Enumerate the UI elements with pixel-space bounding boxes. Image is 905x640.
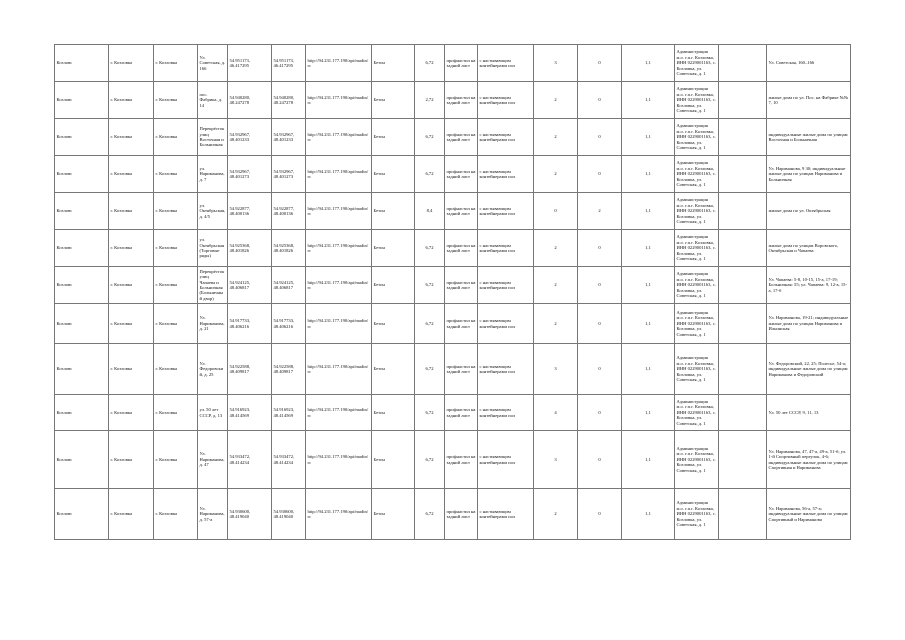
longitude-cell: 54.951173, 46.417295: [272, 45, 306, 82]
bunker-count-cell: 0: [578, 267, 622, 304]
locality-cell: г. Козловка: [154, 230, 198, 267]
latitude-cell: 54.922877, 48.400136: [228, 193, 272, 230]
served-objects-cell: Ул. Чапаева: 5-8, 10-15, 15-а, 17-19; Больничная: 55; ул. Чапаева: 9, 12-а, 15-а, 17-б: [767, 267, 851, 304]
locality-cell: г. Козловка: [154, 267, 198, 304]
empty-cell: [719, 344, 767, 395]
locality-cell: г. Козловка: [154, 156, 198, 193]
longitude-cell: 54.932967, 48.401233: [272, 119, 306, 156]
fence-cell: профнастил на задний лист: [445, 119, 478, 156]
served-objects-cell: Ул. Нариманова, 56-а, 57-а; индивидуальные жилые дома по улицам Спортивный и Нариманова: [767, 489, 851, 540]
map-link-cell: http://94.231.177.190/api/madin/rc: [306, 395, 372, 431]
container-count-cell: 0: [534, 193, 578, 230]
district-cell: Козловс: [55, 119, 109, 156]
settlement-cell: г. Козловка: [109, 230, 154, 267]
settlement-cell: г. Козловка: [109, 119, 154, 156]
district-cell: Козловс: [55, 156, 109, 193]
latitude-cell: 54.933472, 48.414234: [228, 431, 272, 489]
owner-cell: Администрация м.о. г.п.г. Козловка, ИНН 0229001163, с. Козловка, ул. Советская, д. 1: [675, 156, 719, 193]
address-cell: ул. Октябрьская, д. 4/5: [198, 193, 228, 230]
settlement-cell: г. Козловка: [109, 344, 154, 395]
volume-cell: 1,1: [622, 230, 675, 267]
district-cell: Козловс: [55, 304, 109, 344]
table-row: [55, 344, 851, 395]
area-cell: 6,72: [415, 267, 445, 304]
fence-cell: профнастил на задний лист: [445, 267, 478, 304]
table-row: [55, 230, 851, 267]
district-cell: Козловс: [55, 45, 109, 82]
empty-cell: [719, 304, 767, 344]
owner-cell: Администрация м.о. г.п.г. Козловка, ИНН 0229001163, с. Козловка, ул. Советская, д. 1: [675, 489, 719, 540]
area-cell: 6,72: [415, 45, 445, 82]
district-cell: Козловс: [55, 344, 109, 395]
locality-cell: г. Козловка: [154, 489, 198, 540]
served-objects-cell: Ул. Советская, 160–166: [767, 45, 851, 82]
volume-cell: 1,1: [622, 395, 675, 431]
cover-cell: с настывающим контейнерами пол: [478, 431, 534, 489]
fence-cell: профнастил на задний лист: [445, 82, 478, 119]
latitude-cell: 54.932967, 48.401233: [228, 119, 272, 156]
surface-cell: Бетон: [372, 489, 415, 540]
surface-cell: Бетон: [372, 119, 415, 156]
empty-cell: [719, 82, 767, 119]
volume-cell: 1,1: [622, 82, 675, 119]
volume-cell: 1,1: [622, 45, 675, 82]
owner-cell: Администрация м.о. г.п.г. Козловка, ИНН 0229001163, с. Козловка, ул. Советская, д. 1: [675, 344, 719, 395]
volume-cell: 1,1: [622, 489, 675, 540]
served-objects-cell: индивидуальные жилые дома по улицам Восточная и Больничная: [767, 119, 851, 156]
latitude-cell: 54.922588, 48.409817: [228, 344, 272, 395]
owner-cell: Администрация м.о. г.п.г. Козловка, ИНН 0229001163, с. Козловка, ул. Советская, д. 1: [675, 45, 719, 82]
map-link-cell: http://94.231.177.190/api/madin/rc: [306, 344, 372, 395]
surface-cell: Бетон: [372, 156, 415, 193]
latitude-cell: 54.930600, 48.419040: [228, 489, 272, 540]
map-link-cell: http://94.231.177.190/api/madin/rc: [306, 431, 372, 489]
cover-cell: с настывающим контейнерами пол: [478, 267, 534, 304]
district-cell: Козловс: [55, 267, 109, 304]
table-row: [55, 156, 851, 193]
empty-cell: [719, 230, 767, 267]
cover-cell: с настывающим контейнерами пол: [478, 230, 534, 267]
served-objects-cell: Ул. 50 лет СССР, 9, 11, 13: [767, 395, 851, 431]
map-link-cell: http://94.231.177.190/api/madin/rc: [306, 267, 372, 304]
latitude-cell: 54.925368, 48.401826: [228, 230, 272, 267]
map-link-cell: http://94.231.177.190/api/madin/rc: [306, 156, 372, 193]
served-objects-cell: Ул. Федоровский, 22, 25; Полесье, 54-а; индивидуальные жилые дома по улицам Нариманова и Федоровский: [767, 344, 851, 395]
table-row: [55, 82, 851, 119]
empty-cell: [719, 193, 767, 230]
map-link-cell: http://94.231.177.190/api/madin/rc: [306, 230, 372, 267]
map-link-cell: http://94.231.177.190/api/madin/rc: [306, 82, 372, 119]
district-cell: Козловс: [55, 431, 109, 489]
bunker-count-cell: 0: [578, 431, 622, 489]
container-count-cell: 3: [534, 344, 578, 395]
longitude-cell: 54.922588, 48.409817: [272, 344, 306, 395]
table-row: [55, 395, 851, 431]
latitude-cell: 54.924125, 48.406817: [228, 267, 272, 304]
longitude-cell: 54.933472, 48.414234: [272, 431, 306, 489]
empty-cell: [719, 431, 767, 489]
served-objects-cell: жилые дома по улицам Воровского, Октябрьская и Чапаева: [767, 230, 851, 267]
owner-cell: Администрация м.о. г.п.г. Козловка, ИНН 0229001163, с. Козловка, ул. Советская, д. 1: [675, 230, 719, 267]
locality-cell: г. Козловка: [154, 431, 198, 489]
fence-cell: профнастил на задний лист: [445, 304, 478, 344]
settlement-cell: г. Козловка: [109, 193, 154, 230]
owner-cell: Администрация м.о. г.п.г. Козловка, ИНН 0229001163, с. Козловка, ул. Советская, д. 1: [675, 119, 719, 156]
cover-cell: с настывающим контейнерами пол: [478, 119, 534, 156]
owner-cell: Администрация м.о. г.п.г. Козловка, ИНН 0229001163, с. Козловка, ул. Советская, д. 1: [675, 304, 719, 344]
surface-cell: Бетон: [372, 230, 415, 267]
bunker-count-cell: 2: [578, 193, 622, 230]
surface-cell: Бетон: [372, 45, 415, 82]
surface-cell: Бетон: [372, 82, 415, 119]
surface-cell: Бетон: [372, 304, 415, 344]
owner-cell: Администрация м.о. г.п.г. Козловка, ИНН 0229001163, с. Козловка, ул. Советская, д. 1: [675, 193, 719, 230]
volume-cell: 1,1: [622, 304, 675, 344]
owner-cell: Администрация м.о. г.п.г. Козловка, ИНН 0229001163, с. Козловка, ул. Советская, д. 1: [675, 395, 719, 431]
latitude-cell: 54.917733, 48.406216: [228, 304, 272, 344]
address-cell: пос. Фабрика, д. 14: [198, 82, 228, 119]
locality-cell: г. Козловка: [154, 82, 198, 119]
fence-cell: профнастил на задний лист: [445, 489, 478, 540]
cover-cell: с настывающим контейнерами пол: [478, 156, 534, 193]
longitude-cell: 54.930600, 48.419040: [272, 489, 306, 540]
empty-cell: [719, 489, 767, 540]
area-cell: 6,72: [415, 344, 445, 395]
address-cell: Ул. Нариманова, д. 57-а: [198, 489, 228, 540]
fence-cell: профнастил на задний лист: [445, 395, 478, 431]
locality-cell: г. Козловка: [154, 304, 198, 344]
empty-cell: [719, 156, 767, 193]
settlement-cell: г. Козловка: [109, 304, 154, 344]
bunker-count-cell: 0: [578, 156, 622, 193]
table-row: [55, 45, 851, 82]
fence-cell: профнастил на задний лист: [445, 230, 478, 267]
district-cell: Козловс: [55, 395, 109, 431]
table-row: [55, 304, 851, 344]
bunker-count-cell: 0: [578, 119, 622, 156]
container-count-cell: 2: [534, 489, 578, 540]
surface-cell: Бетон: [372, 344, 415, 395]
cover-cell: с настывающим контейнерами пол: [478, 193, 534, 230]
surface-cell: Бетон: [372, 431, 415, 489]
longitude-cell: 54.922877, 48.400136: [272, 193, 306, 230]
container-count-cell: 3: [534, 431, 578, 489]
locality-cell: г. Козловка: [154, 344, 198, 395]
fence-cell: профнастил на задний лист: [445, 431, 478, 489]
table-body: [55, 45, 851, 540]
longitude-cell: 54.924125, 48.406817: [272, 267, 306, 304]
address-cell: Ул. Федоровский, д. 25: [198, 344, 228, 395]
table-row: [55, 267, 851, 304]
empty-cell: [719, 267, 767, 304]
fence-cell: профнастил на задний лист: [445, 344, 478, 395]
container-count-cell: 3: [534, 45, 578, 82]
empty-cell: [719, 395, 767, 431]
bunker-count-cell: 0: [578, 489, 622, 540]
cover-cell: с настывающим контейнерами пол: [478, 344, 534, 395]
volume-cell: 1,1: [622, 344, 675, 395]
bunker-count-cell: 0: [578, 45, 622, 82]
locality-cell: г. Козловка: [154, 193, 198, 230]
cover-cell: с настывающим контейнерами пол: [478, 45, 534, 82]
longitude-cell: 54.917733, 48.406216: [272, 304, 306, 344]
volume-cell: 1,1: [622, 193, 675, 230]
owner-cell: Администрация м.о. г.п.г. Козловка, ИНН 0229001163, с. Козловка, ул. Советская, д. 1: [675, 267, 719, 304]
settlement-cell: г. Козловка: [109, 431, 154, 489]
served-objects-cell: Ул. Нариманова, 47, 47-а, 49-а, 51-б; ул. 1-й Спортивный переулок, 4-6; индивидуальные жилые дома по улицам Спортивная и Нариманова: [767, 431, 851, 489]
settlement-cell: г. Козловка: [109, 395, 154, 431]
latitude-cell: 54.916923, 48.414569: [228, 395, 272, 431]
cover-cell: с настывающим контейнерами пол: [478, 304, 534, 344]
container-count-cell: 2: [534, 230, 578, 267]
cover-cell: с настывающим контейнерами пол: [478, 489, 534, 540]
map-link-cell: http://94.231.177.190/api/madin/rc: [306, 489, 372, 540]
surface-cell: Бетон: [372, 193, 415, 230]
longitude-cell: 54.932967, 48.401273: [272, 156, 306, 193]
container-count-cell: 2: [534, 304, 578, 344]
container-count-cell: 2: [534, 119, 578, 156]
empty-cell: [719, 45, 767, 82]
latitude-cell: 54.940280, 48.247278: [228, 82, 272, 119]
empty-cell: [719, 119, 767, 156]
cover-cell: с настывающим контейнерами пол: [478, 395, 534, 431]
area-cell: 6,72: [415, 489, 445, 540]
bunker-count-cell: 0: [578, 344, 622, 395]
settlement-cell: г. Козловка: [109, 82, 154, 119]
map-link-cell: http://94.231.177.190/api/madin/rc: [306, 304, 372, 344]
locality-cell: г. Козловка: [154, 395, 198, 431]
area-cell: 2,72: [415, 82, 445, 119]
table-row: [55, 119, 851, 156]
area-cell: 6,72: [415, 156, 445, 193]
map-link-cell: http://94.231.177.190/api/madin/rc: [306, 119, 372, 156]
address-cell: ул. 50 лет СССР, д. 13: [198, 395, 228, 431]
settlement-cell: г. Козловка: [109, 489, 154, 540]
table-row: [55, 431, 851, 489]
bunker-count-cell: 0: [578, 304, 622, 344]
volume-cell: 1,1: [622, 431, 675, 489]
longitude-cell: 54.925368, 48.401826: [272, 230, 306, 267]
volume-cell: 1,1: [622, 119, 675, 156]
served-objects-cell: жилые дома по ул. Октябрьская: [767, 193, 851, 230]
area-cell: 6,72: [415, 431, 445, 489]
fence-cell: профнастил на задний лист: [445, 156, 478, 193]
address-cell: ул. Нариманова, д. 7: [198, 156, 228, 193]
area-cell: 8,4: [415, 193, 445, 230]
container-sites-table: [54, 44, 851, 540]
bunker-count-cell: 0: [578, 395, 622, 431]
surface-cell: Бетон: [372, 395, 415, 431]
district-cell: Козловс: [55, 193, 109, 230]
fence-cell: профнастил на задний лист: [445, 193, 478, 230]
latitude-cell: 54.932967, 48.401273: [228, 156, 272, 193]
served-objects-cell: жилые дома по ул. Пос. на Фабрике №№ 7, 10: [767, 82, 851, 119]
table-row: [55, 193, 851, 230]
settlement-cell: г. Козловка: [109, 156, 154, 193]
map-link-cell: http://94.231.177.190/api/madin/rc: [306, 45, 372, 82]
volume-cell: 1,1: [622, 156, 675, 193]
latitude-cell: 54.951173, 46.417295: [228, 45, 272, 82]
container-count-cell: 4: [534, 395, 578, 431]
cover-cell: с настывающим контейнерами пол: [478, 82, 534, 119]
area-cell: 6,72: [415, 230, 445, 267]
container-count-cell: 2: [534, 82, 578, 119]
bunker-count-cell: 0: [578, 230, 622, 267]
settlement-cell: г. Козловка: [109, 267, 154, 304]
table-row: [55, 489, 851, 540]
district-cell: Козловс: [55, 230, 109, 267]
district-cell: Козловс: [55, 489, 109, 540]
fence-cell: профнастил на задний лист: [445, 45, 478, 82]
volume-cell: 1,1: [622, 267, 675, 304]
surface-cell: Бетон: [372, 267, 415, 304]
container-count-cell: 2: [534, 156, 578, 193]
map-link-cell: http://94.231.177.190/api/madin/rc: [306, 193, 372, 230]
area-cell: 6,72: [415, 304, 445, 344]
bunker-count-cell: 0: [578, 82, 622, 119]
address-cell: Ул. Нариманова, д. 21: [198, 304, 228, 344]
served-objects-cell: Ул. Нариманова, 9 30; индивидуальные жилые дома по улицам Нариманова и Больничная: [767, 156, 851, 193]
area-cell: 6,72: [415, 395, 445, 431]
address-cell: Перекрёсток улиц Восточная и Больничная: [198, 119, 228, 156]
address-cell: ул. Октябрьская (Торговые ряды): [198, 230, 228, 267]
address-cell: Ул. Нариманова, д. 47: [198, 431, 228, 489]
settlement-cell: г. Козловка: [109, 45, 154, 82]
container-count-cell: 2: [534, 267, 578, 304]
longitude-cell: 54.916923, 48.414569: [272, 395, 306, 431]
longitude-cell: 54.940280, 48.247278: [272, 82, 306, 119]
district-cell: Козловс: [55, 82, 109, 119]
served-objects-cell: Ул. Нариманова, 19-21; индивидуальные жилые дома по улицам Нариманова и Ильинская: [767, 304, 851, 344]
owner-cell: Администрация м.о. г.п.г. Козловка, ИНН 0229001163, с. Козловка, ул. Советская, д. 1: [675, 82, 719, 119]
address-cell: Перекрёсток улиц Чапаева и Больничная (Больничный двор): [198, 267, 228, 304]
owner-cell: Администрация м.о. г.п.г. Козловка, ИНН 0229001163, с. Козловка, ул. Советская, д. 1: [675, 431, 719, 489]
locality-cell: г. Козловка: [154, 45, 198, 82]
area-cell: 6,72: [415, 119, 445, 156]
locality-cell: г. Козловка: [154, 119, 198, 156]
address-cell: Ул. Советская, д. 166: [198, 45, 228, 82]
